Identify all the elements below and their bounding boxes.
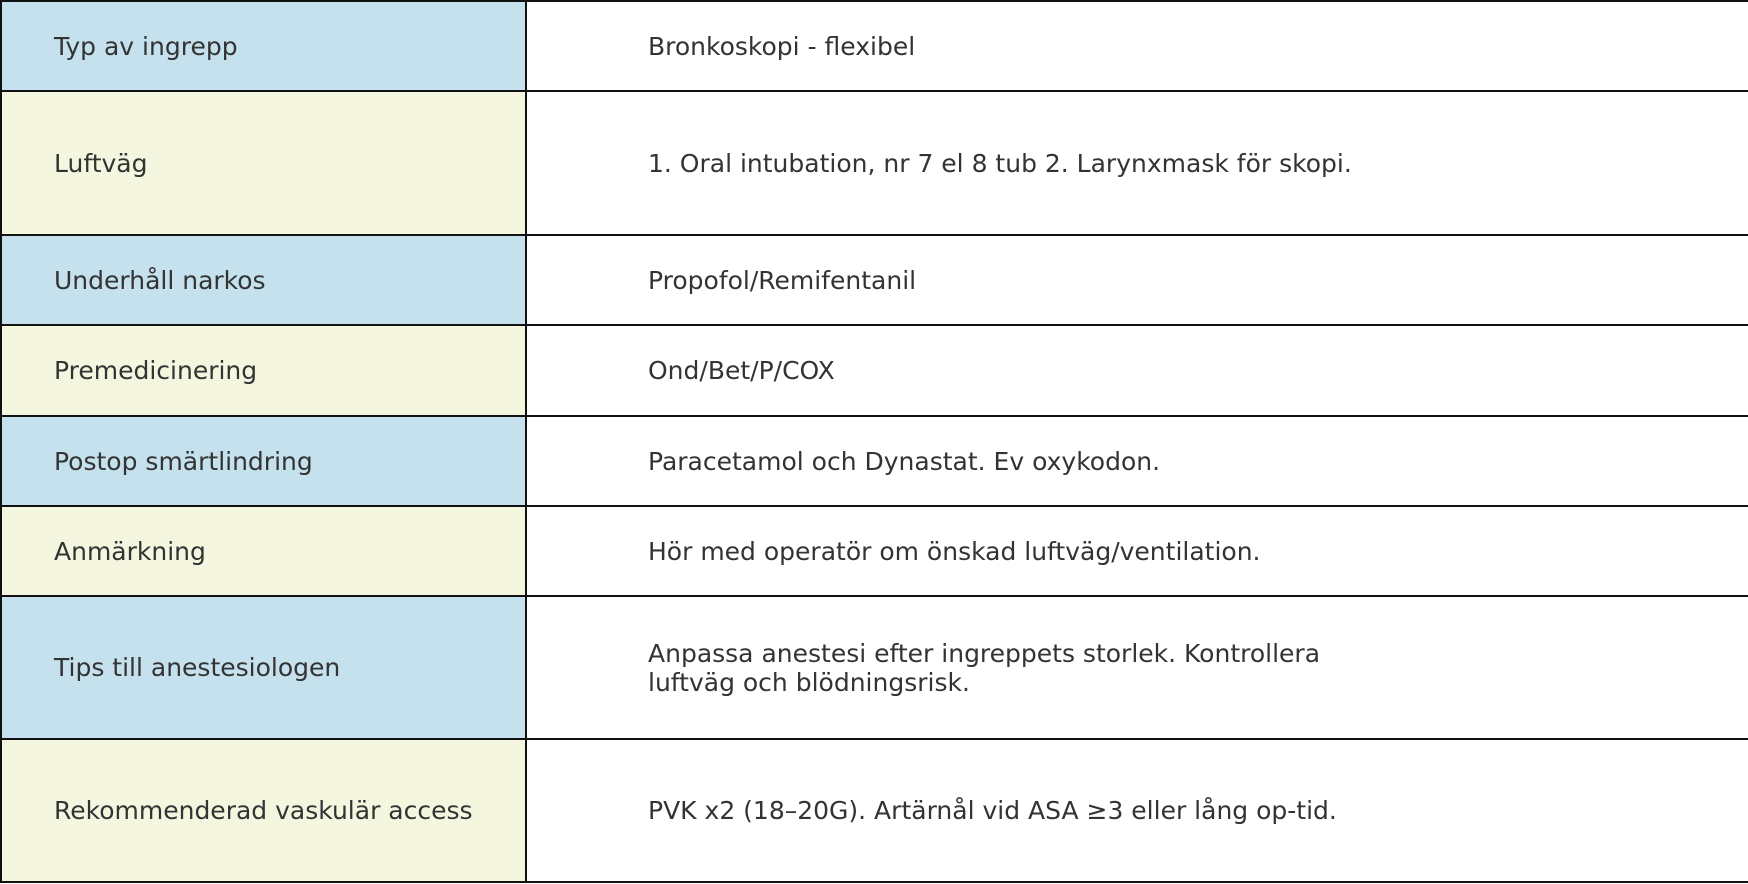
row-label: Postop smärtlindring	[1, 416, 526, 506]
table-row	[1, 416, 1748, 506]
table-row	[1, 739, 1748, 882]
table-row	[1, 1, 1748, 91]
row-value: Hör med operatör om önskad luftväg/ventilation.	[526, 506, 1748, 596]
table-row	[1, 235, 1748, 325]
row-value: Bronkoskopi - flexibel	[526, 1, 1748, 91]
row-value: Ond/Bet/P/COX	[526, 325, 1748, 416]
row-value: Propofol/Remifentanil	[526, 235, 1748, 325]
row-label: Rekommenderad vaskulär access	[1, 739, 526, 882]
table-row	[1, 506, 1748, 596]
row-value: Paracetamol och Dynastat. Ev oxykodon.	[526, 416, 1748, 506]
row-label: Premedicinering	[1, 325, 526, 416]
row-value: Anpassa anestesi efter ingreppets storlek. Kontrollera luftväg och blödningsrisk.	[526, 596, 1748, 739]
row-label: Luftväg	[1, 91, 526, 235]
row-value: 1. Oral intubation, nr 7 el 8 tub 2. Larynxmask för skopi.	[526, 91, 1748, 235]
table-row	[1, 325, 1748, 416]
row-value: PVK x2 (18–20G). Artärnål vid ASA ≥3 eller lång op-tid.	[526, 739, 1748, 882]
row-label: Tips till anestesiologen	[1, 596, 526, 739]
table-row	[1, 596, 1748, 739]
row-label: Anmärkning	[1, 506, 526, 596]
row-label: Typ av ingrepp	[1, 1, 526, 91]
table-row	[1, 91, 1748, 235]
row-label: Underhåll narkos	[1, 235, 526, 325]
